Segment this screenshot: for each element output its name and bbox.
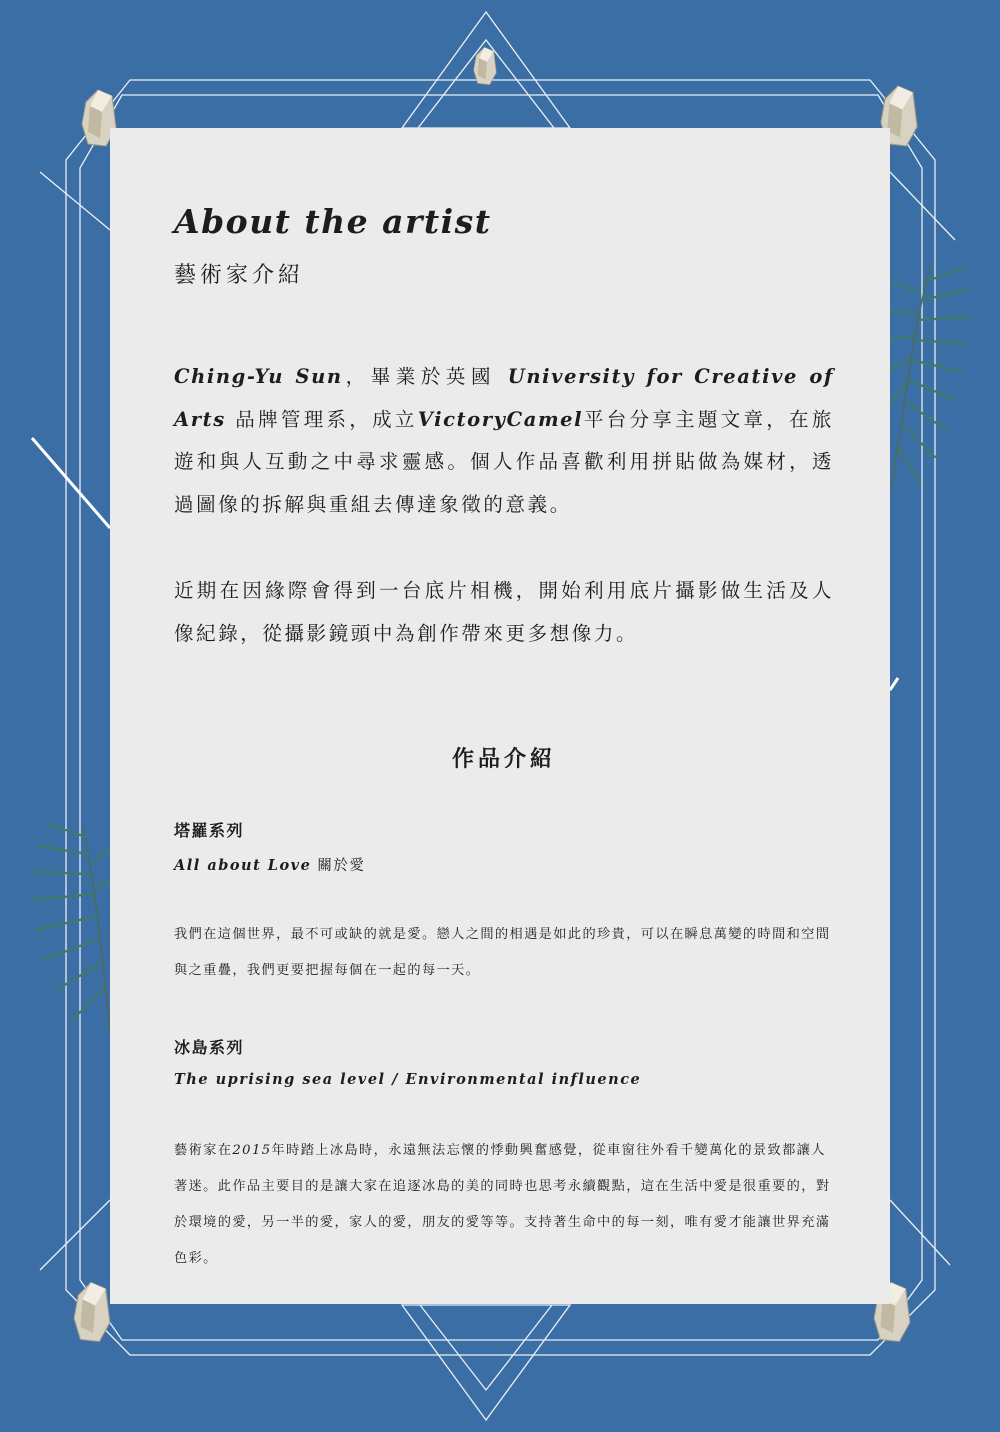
series-subtitle-iceland (174, 1071, 641, 1088)
series-title-iceland: 冰島系列 (174, 1038, 245, 1057)
series-subtitle-en: The uprising sea level / Environmental influence (174, 1071, 642, 1088)
crystal-bottom-left-icon (72, 1280, 112, 1344)
page-title-en: About the artist (174, 202, 492, 241)
series-subtitle-tarot (174, 854, 365, 875)
series-desc-year: 2015 (232, 1143, 272, 1158)
bio-text-2: 品牌管理系，成立 (225, 407, 418, 431)
bio-text-1: ，畢業於英國 (342, 365, 508, 388)
crystal-top-center-icon (470, 46, 500, 86)
series-subtitle-zh: 關於愛 (311, 858, 366, 874)
works-heading: 作品介紹 (451, 747, 556, 772)
series-subtitle-en: All about Love (174, 857, 312, 874)
content-card (110, 128, 890, 1304)
series-description-iceland (174, 1133, 834, 1277)
university-name: University for Creative of Arts (174, 365, 835, 431)
artist-name: Ching-Yu Sun (174, 365, 343, 388)
palm-leaf-right (880, 262, 975, 502)
palm-leaf-left (28, 822, 118, 1042)
page-title-zh: 藝術家介紹 (174, 263, 305, 288)
bio-paragraph-2: 近期在因緣際會得到一台底片相機，開始利用底片攝影做生活及人像紀錄，從攝影鏡頭中為創作帶來更多想像力。 (174, 579, 834, 645)
series-desc-text-2: 年時踏上冰島時，永遠無法忘懷的悸動興奮感覺，從車窗往外看千變萬化的景致都讓人著迷。此作品主要目的是讓大家在追逐冰島的美的同時也思考永續觀點，這在生活中愛是很重要的，對於環境的愛，另一半的愛，家人的愛，朋友的愛等等。支持著生命中的每一刻，唯有愛才能讓世界充滿色彩。 (174, 1143, 831, 1266)
bio-paragraph-1 (174, 356, 834, 526)
bio-text-3: 平台分享主題文章，在旅遊和與人互動之中尋求靈感。個人作品喜歡利用拼貼做為媒材，透過圖像的拆解與重組去傳達象徵的意義。 (174, 407, 834, 516)
brand-name: VictoryCamel (417, 407, 584, 431)
series-title-tarot: 塔羅系列 (174, 821, 245, 840)
series-description-tarot: 我們在這個世界，最不可或缺的就是愛。戀人之間的相遇是如此的珍貴，可以在瞬息萬變的時間和空間與之重疊，我們更要把握每個在一起的每一天。 (174, 927, 831, 978)
series-desc-text-1: 藝術家在 (174, 1143, 233, 1158)
